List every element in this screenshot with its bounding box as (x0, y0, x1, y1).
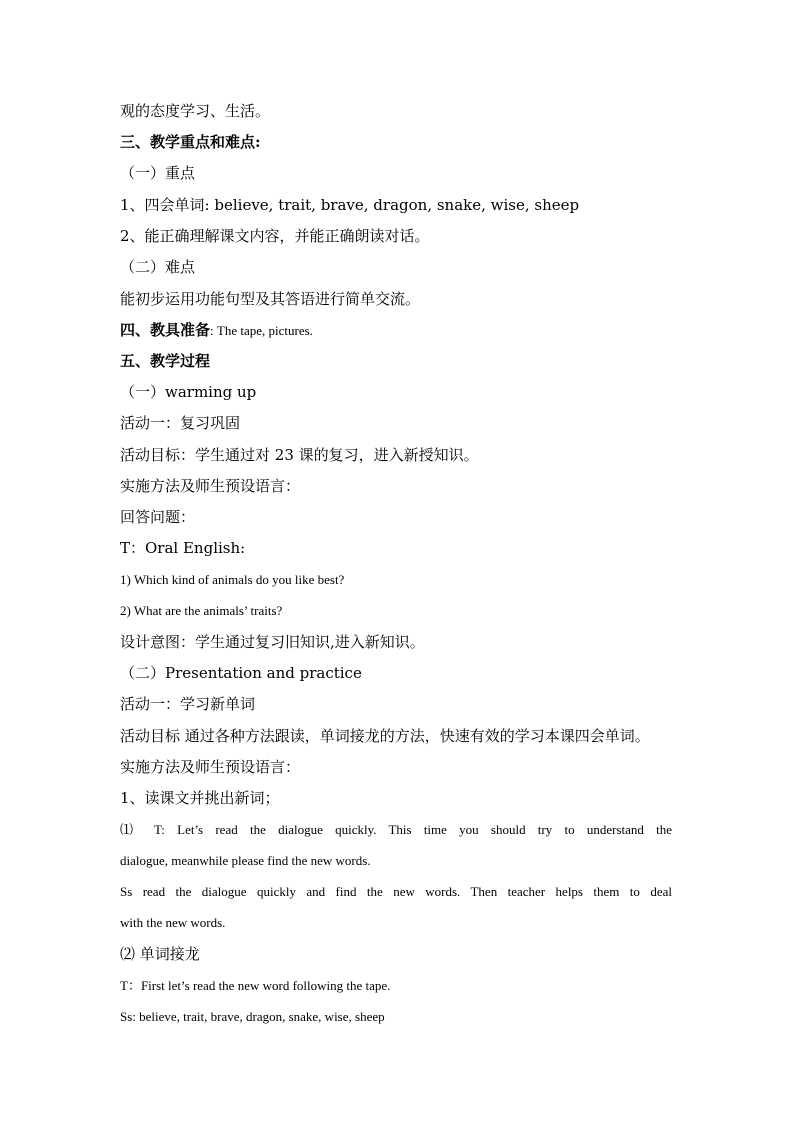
text-line: 活动目标 通过各种方法跟读，单词接龙的方法，快速有效的学习本课四会单词。 (120, 727, 650, 745)
text-line: 1、读课文并挑出新词； (120, 789, 280, 807)
text-line: T：First let’s read the new word following the tape. (120, 978, 391, 993)
text-line: 活动目标：学生通过对 23 课的复习，进入新授知识。 (120, 446, 479, 464)
text-line: 实施方法及师生预设语言： (120, 758, 301, 776)
text-line: 回答问题： (120, 508, 196, 526)
text-line: 1、四会单词: believe, trait, brave, dragon, snake, wise, sheep (120, 196, 580, 214)
text-line: 设计意图：学生通过复习旧知识,进入新知识。 (120, 633, 425, 651)
text-line: 2) What are the animals’ traits? (120, 603, 283, 618)
text-line: 活动一：学习新单词 (120, 695, 256, 713)
text-line: Ss: believe, trait, brave, dragon, snake, wise, sheep (120, 1009, 385, 1024)
text-line: 2、能正确理解课文内容，并能正确朗读对话。 (120, 227, 430, 245)
subheading: （二）Presentation and practice (120, 664, 362, 682)
text-line: T：Oral English: (120, 539, 246, 557)
text-line: with the new words. (120, 915, 226, 930)
text-line: 1) Which kind of animals do you like best? (120, 572, 345, 587)
text-line: ⑴ T: Let’s read the dialogue quickly. This time you should try to understand the (120, 822, 672, 837)
text-line: Ss read the dialogue quickly and find the new words. Then teacher helps them to deal (120, 884, 672, 899)
text-line: 实施方法及师生预设语言： (120, 477, 301, 495)
text-line: ⑵ 单词接龙 (120, 945, 200, 963)
text-line: dialogue, meanwhile please find the new words. (120, 853, 371, 868)
text-line: 能初步运用功能句型及其答语进行简单交流。 (120, 290, 421, 308)
section-heading: 五、教学过程 (120, 352, 211, 370)
subheading: （二）难点 (120, 258, 196, 276)
subheading: （一）warming up (120, 383, 257, 401)
section-heading: 三、教学重点和难点: (120, 133, 261, 151)
text-line: 活动一：复习巩固 (120, 414, 241, 432)
section-heading-row (120, 320, 313, 341)
section-heading: 四、教具准备 (120, 321, 211, 339)
subheading: （一）重点 (120, 164, 196, 182)
text-line: 观的态度学习、生活。 (120, 102, 271, 120)
text-span: : The tape, pictures. (210, 323, 313, 338)
